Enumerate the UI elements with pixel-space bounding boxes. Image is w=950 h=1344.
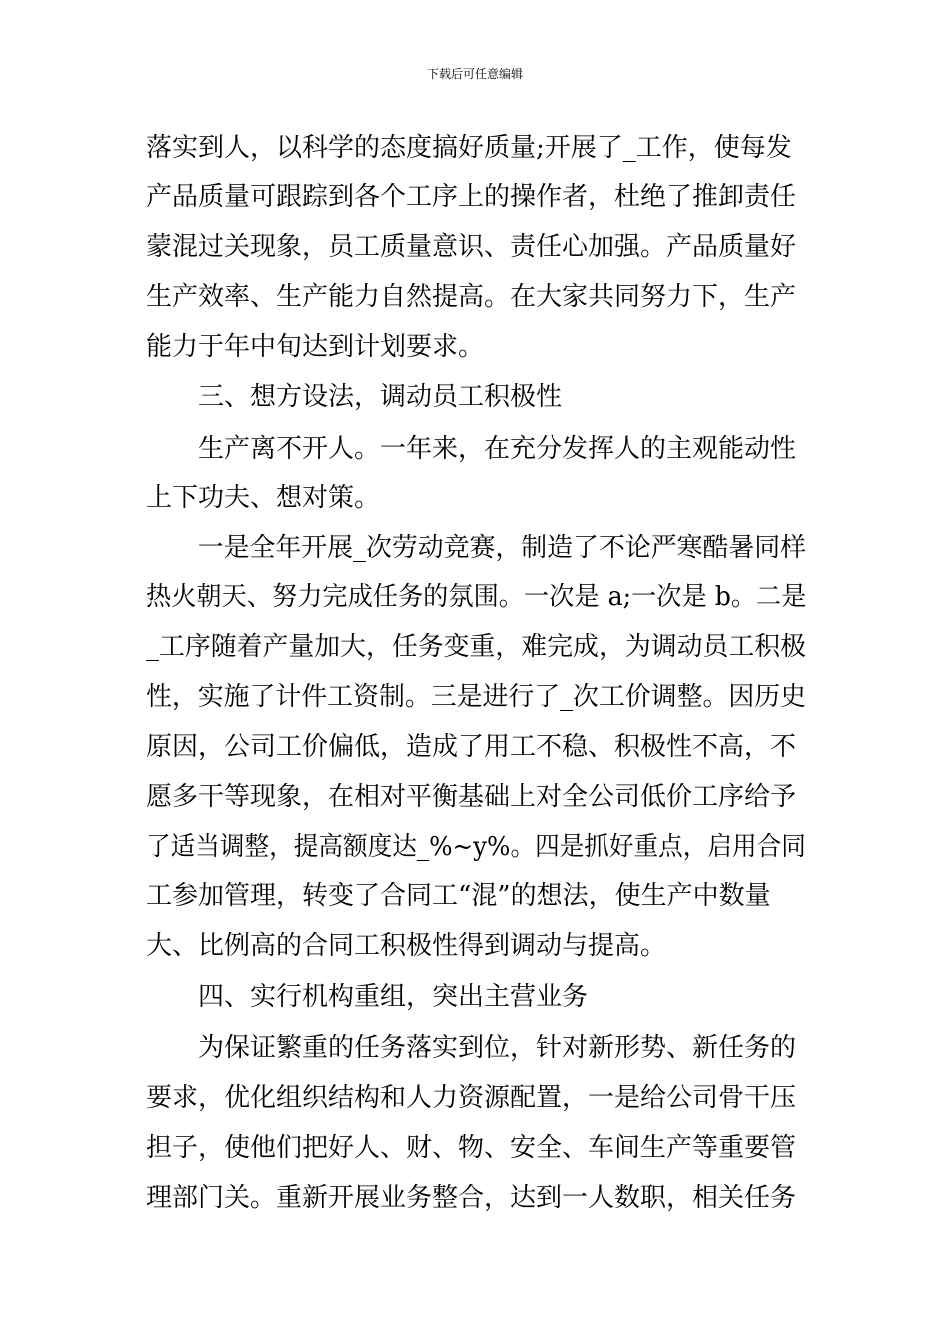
body-line: 了适当调整，提高额度达_%~y%。四是抓好重点，启用合同 xyxy=(146,832,806,862)
body-line: 原因，公司工价偏低，造成了用工不稳、积极性不高，不 xyxy=(146,732,797,762)
body-line: 生产效率、生产能力自然提高。在大家共同努力下，生产 xyxy=(146,282,797,312)
body-line: 蒙混过关现象，员工质量意识、责任心加强。产品质量好 xyxy=(146,232,797,262)
body-line: 担子，使他们把好人、财、物、安全、车间生产等重要管 xyxy=(146,1133,797,1163)
page-header: 下载后可任意编辑 xyxy=(426,67,523,81)
body-line: 落实到人，以科学的态度搞好质量;开展了_工作，使每发 xyxy=(146,133,792,163)
body-line: 生产离不开人。一年来，在充分发挥人的主观能动性 xyxy=(146,434,797,464)
body-line: 为保证繁重的任务落实到位，针对新形势、新任务的 xyxy=(146,1033,797,1063)
body-line: 工参加管理，转变了合同工“混”的想法，使生产中数量 xyxy=(146,881,771,911)
body-line: 理部门关。重新开展业务整合，达到一人数职，相关任务 xyxy=(146,1183,797,1213)
body-line: 愿多干等现象，在相对平衡基础上对全公司低价工序给予 xyxy=(146,782,797,812)
section-heading: 三、想方设法，调动员工积极性 xyxy=(146,382,563,412)
body-line: 热火朝天、努力完成任务的氛围。一次是 a;一次是 b。二是 xyxy=(146,582,807,612)
body-line: 性，实施了计件工资制。三是进行了_次工价调整。因历史 xyxy=(146,682,807,712)
body-line: 大、比例高的合同工积极性得到调动与提高。 xyxy=(146,931,667,961)
body-line: 一是全年开展_次劳动竞赛，制造了不论严寒酷暑同样 xyxy=(146,533,807,563)
body-line: 上下功夫、想对策。 xyxy=(146,483,381,513)
section-heading: 四、实行机构重组，突出主营业务 xyxy=(146,982,589,1012)
body-line: 产品质量可跟踪到各个工序上的操作者，杜绝了推卸责任 xyxy=(146,182,797,212)
body-line: _工序随着产量加大，任务变重，难完成，为调动员工积极 xyxy=(146,632,807,662)
body-line: 能力于年中旬达到计划要求。 xyxy=(146,332,485,362)
body-line: 要求，优化组织结构和人力资源配置，一是给公司骨干压 xyxy=(146,1083,797,1113)
